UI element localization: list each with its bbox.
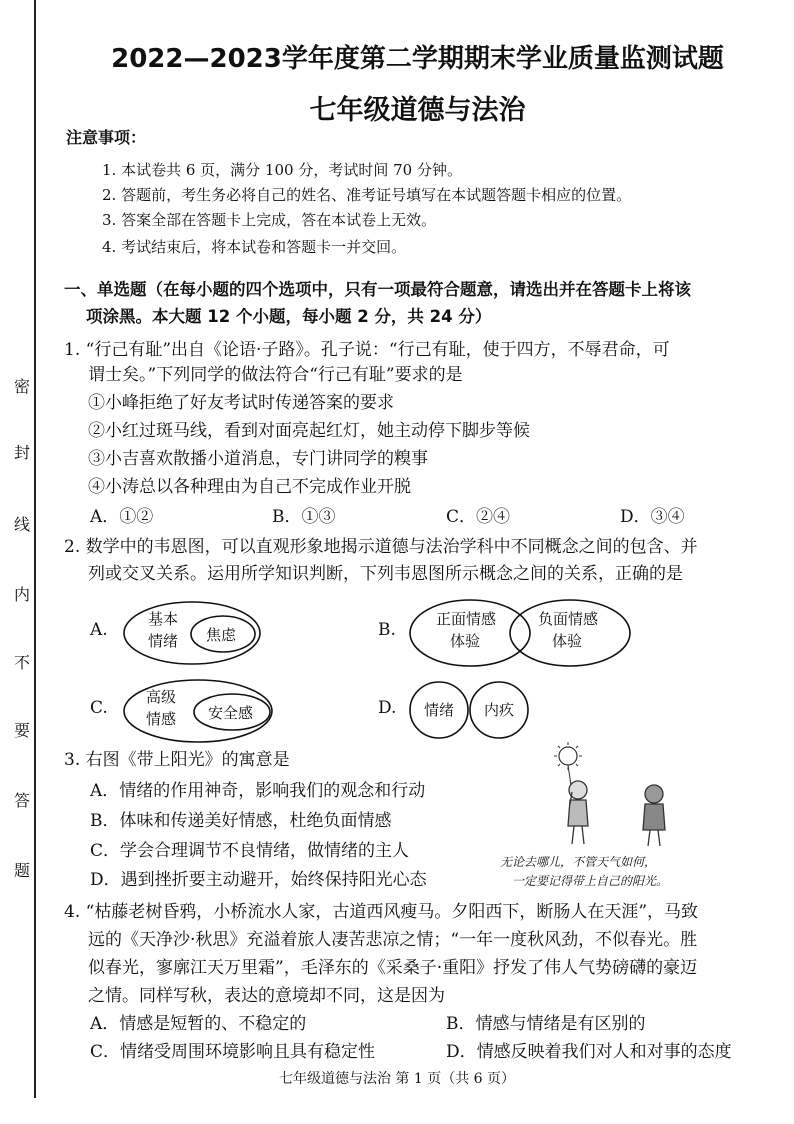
- venn-c-inner-text: 安全感: [208, 704, 254, 722]
- binding-margin-char: 不: [14, 653, 31, 672]
- sun-icon: [559, 747, 577, 765]
- binding-margin-char: 密: [14, 377, 31, 396]
- question-2-stem: 2. 数学中的韦恩图，可以直观形象地揭示道德与法治学科中不同概念之间的包含、并: [64, 537, 698, 557]
- venn-a-inner-text: 焦虑: [206, 626, 237, 644]
- venn-diagram-c: [118, 676, 284, 746]
- question-4-option-a[interactable]: A．情感是短暂的、不稳定的: [90, 1014, 307, 1034]
- page-footer: 七年级道德与法治 第 1 页（共 6 页）: [278, 1071, 516, 1087]
- question-1-stem-cont: 谓士矣。”下列同学的做法符合“行己有耻”要求的是: [88, 365, 463, 385]
- question-2-option-a-label[interactable]: A.: [90, 620, 108, 640]
- binding-margin-char: 答: [14, 791, 31, 810]
- question-3-option-a[interactable]: A．情绪的作用神奇，影响我们的观念和行动: [90, 781, 426, 801]
- question-2-option-c-label[interactable]: C.: [90, 698, 108, 718]
- question-1-item: ①小峰拒绝了好友考试时传递答案的要求: [88, 393, 394, 413]
- question-1-item: ③小吉喜欢散播小道消息，专门讲同学的糗事: [88, 449, 428, 469]
- binding-margin-char: 要: [14, 721, 31, 740]
- question-1-option-c[interactable]: C．②④: [446, 507, 511, 527]
- child-figure-right: [643, 785, 665, 846]
- question-3-option-c[interactable]: C．学会合理调节不良情绪，做情绪的主人: [90, 841, 410, 861]
- binding-line: [34, 0, 36, 1098]
- venn-d-left-text: 情绪: [424, 701, 455, 719]
- question-1-option-a[interactable]: A．①②: [90, 507, 154, 527]
- venn-b-left-text-1: 正面情感: [436, 610, 497, 628]
- venn-b-left-text-2: 体验: [450, 632, 481, 650]
- question-1-option-b[interactable]: B．①③: [272, 507, 336, 527]
- question-3-option-b[interactable]: B．体味和传递美好情感，杜绝负面情感: [90, 811, 392, 831]
- question-4-stem-cont: 远的《天净沙·秋思》充溢着旅人凄苦悲凉之情；“一年一度秋风劲，不似春光。胜: [88, 930, 698, 950]
- question-4-stem: 4. “枯藤老树昏鸦，小桥流水人家，古道西风瘦马。夕阳西下，断肠人在天涯”，马致: [64, 902, 699, 922]
- note-item: 2. 答题前，考生务必将自己的姓名、准考证号填写在本试题答题卡相应的位置。: [102, 186, 632, 204]
- question-1-stem: 1. “行己有耻”出自《论语·子路》。孔子说：“行己有耻，使于四方，不辱君命，可: [64, 340, 670, 360]
- binding-margin-char: 线: [14, 515, 31, 534]
- venn-b-right-text-2: 体验: [552, 632, 583, 650]
- question-2-stem-cont: 列或交叉关系。运用所学知识判断，下列韦恩图所示概念之间的关系，正确的是: [88, 564, 683, 584]
- note-item: 3. 答案全部在答题卡上完成，答在本试卷上无效。: [102, 211, 437, 229]
- venn-a-outer-text-1: 基本: [148, 610, 179, 628]
- venn-diagram-d: [406, 678, 536, 744]
- cartoon-caption-line-1: 无论去哪儿，不管天气如何，: [500, 855, 657, 869]
- question-4-option-c[interactable]: C．情绪受周围环境影响且具有稳定性: [90, 1042, 376, 1062]
- section-heading-cont: 项涂黑。本大题 12 个小题，每小题 2 分，共 24 分）: [86, 307, 492, 326]
- question-3-stem: 3. 右图《带上阳光》的寓意是: [64, 750, 290, 770]
- question-1-item: ④小涛总以各种理由为自己不完成作业开脱: [88, 477, 411, 497]
- venn-b-right-text-1: 负面情感: [538, 610, 599, 628]
- cartoon-caption-line-2: 一定要记得带上自己的阳光。: [512, 874, 669, 888]
- carry-sunshine-cartoon: [530, 740, 710, 852]
- question-2-option-d-label[interactable]: D.: [378, 698, 397, 718]
- question-4-option-d[interactable]: D．情感反映着我们对人和对事的态度: [446, 1042, 732, 1062]
- question-1-option-d[interactable]: D．③④: [620, 507, 685, 527]
- section-heading: 一、单选题（在每小题的四个选项中，只有一项最符合题意，请选出并在答题卡上将该: [64, 280, 691, 299]
- exam-title: 2022—2023学年度第二学期期末学业质量监测试题: [111, 44, 724, 74]
- question-2-option-b-label[interactable]: B.: [378, 620, 396, 640]
- question-1-item: ②小红过斑马线，看到对面亮起红灯，她主动停下脚步等候: [88, 421, 530, 441]
- binding-margin-char: 内: [14, 585, 31, 604]
- question-3-option-d[interactable]: D．遇到挫折要主动避开，始终保持阳光心态: [90, 870, 427, 890]
- child-figure-left: [568, 781, 588, 844]
- question-4-option-b[interactable]: B．情感与情绪是有区别的: [446, 1014, 646, 1034]
- venn-diagram-b: [406, 596, 646, 670]
- venn-a-outer-text-2: 情绪: [148, 632, 179, 650]
- question-4-stem-cont: 之情。同样写秋，表达的意境却不同，这是因为: [88, 986, 445, 1006]
- venn-diagram-a: [118, 598, 268, 668]
- binding-margin-char: 题: [14, 861, 31, 880]
- venn-c-outer-text-1: 高级: [146, 688, 177, 706]
- venn-outer-ellipse: [124, 602, 260, 664]
- binding-margin-char: 封: [14, 443, 31, 462]
- venn-c-outer-text-2: 情感: [146, 710, 177, 728]
- note-item: 4. 考试结束后，将本试卷和答题卡一并交回。: [102, 238, 407, 256]
- exam-subject: 七年级道德与法治: [309, 95, 526, 126]
- notes-title: 注意事项：: [66, 128, 147, 147]
- venn-d-right-text: 内疚: [484, 701, 515, 719]
- question-4-stem-cont: 似春光，寥廓江天万里霜”，毛泽东的《采桑子·重阳》抒发了伟人气势磅礴的豪迈: [88, 958, 698, 978]
- note-item: 1. 本试卷共 6 页，满分 100 分，考试时间 70 分钟。: [102, 161, 462, 179]
